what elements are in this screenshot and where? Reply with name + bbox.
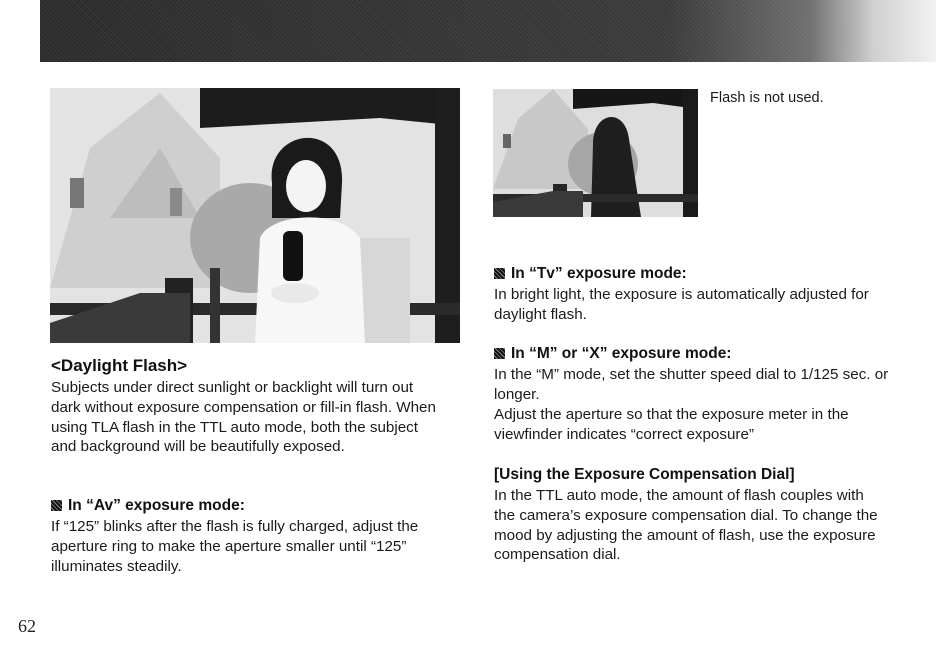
exposure-dial-text: In the TTL auto mode, the amount of flash couples with the camera’s exposure compensation dial. To change the mood by adjusting the amount of flash, use the exposure compensation dial.	[494, 487, 878, 564]
tv-mode-heading-text: In “Tv” exposure mode:	[511, 265, 687, 282]
top-banner	[40, 0, 936, 62]
m-mode-text-2: Adjust the aperture so that the exposure meter in the viewfinder indicates “correct exposure”	[494, 406, 849, 443]
av-mode-heading	[51, 496, 245, 516]
av-mode-heading-text: In “Av” exposure mode:	[68, 497, 245, 514]
daylight-flash-title: <Daylight Flash>	[51, 356, 188, 375]
daylight-flash-intro: Subjects under direct sunlight or backlight will turn out dark without exposure compensation or fill-in flash. When using TLA flash in the TTL auto mode, both the subject and background will be beautifully exposed.	[51, 379, 436, 456]
tv-mode-text: In bright light, the exposure is automatically adjusted for daylight flash.	[494, 286, 869, 323]
tv-mode-heading	[494, 264, 687, 284]
no-flash-photo	[493, 89, 698, 217]
exposure-dial-heading: [Using the Exposure Compensation Dial]	[494, 466, 795, 483]
m-mode-heading	[494, 344, 731, 364]
section-marker-icon	[494, 268, 505, 279]
daylight-flash-photo	[50, 88, 460, 343]
m-mode-text-1: In the “M” mode, set the shutter speed dial to 1/125 sec. or longer.	[494, 366, 889, 403]
photo-caption: Flash is not used.	[710, 90, 824, 106]
section-marker-icon	[494, 348, 505, 359]
av-mode-text: If “125” blinks after the flash is fully charged, adjust the aperture ring to make the aperture smaller until “125” illuminates steadily.	[51, 518, 419, 575]
m-mode-heading-text: In “M” or “X” exposure mode:	[511, 345, 732, 362]
page-number: 62	[18, 616, 36, 636]
section-marker-icon	[51, 500, 62, 511]
